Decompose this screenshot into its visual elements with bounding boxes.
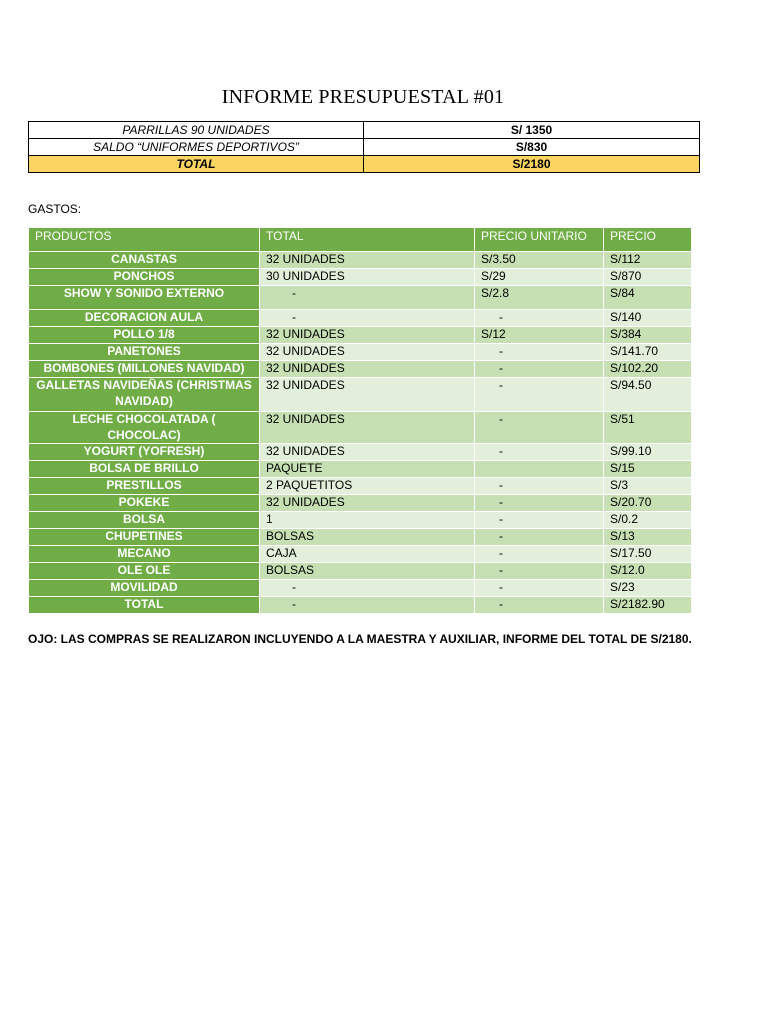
price-cell: S/94.50 — [604, 378, 692, 412]
expense-row — [29, 286, 692, 310]
expense-row — [29, 563, 692, 580]
price-cell: S/0.2 — [604, 512, 692, 529]
unit-price-cell: - — [475, 361, 604, 378]
price-cell: S/13 — [604, 529, 692, 546]
price-cell: S/23 — [604, 580, 692, 597]
unit-price-cell: S/12 — [475, 327, 604, 344]
income-total-value: S/2180 — [364, 156, 700, 173]
income-total-row — [29, 156, 700, 173]
product-cell: LECHE CHOCOLATADA ( CHOCOLAC) — [29, 412, 260, 444]
unit-price-cell: S/3.50 — [475, 252, 604, 269]
income-row — [29, 139, 700, 156]
unit-price-cell: - — [475, 597, 604, 614]
header-precio-unitario: PRECIO UNITARIO — [475, 228, 604, 252]
unit-price-cell: - — [475, 378, 604, 412]
total-cell: 2 PAQUETITOS — [260, 478, 475, 495]
unit-price-cell: - — [475, 563, 604, 580]
product-cell: DECORACION AULA — [29, 310, 260, 327]
total-cell: - — [260, 286, 475, 310]
product-cell: POLLO 1/8 — [29, 327, 260, 344]
product-cell: PONCHOS — [29, 269, 260, 286]
report-title: INFORME PRESUPUESTAL #01 — [221, 86, 505, 108]
price-cell: S/2182.90 — [604, 597, 692, 614]
total-cell: 30 UNIDADES — [260, 269, 475, 286]
unit-price-cell: - — [475, 495, 604, 512]
expense-row — [29, 495, 692, 512]
product-cell: PRESTILLOS — [29, 478, 260, 495]
income-value: S/ 1350 — [364, 122, 700, 139]
header-precio: PRECIO — [604, 228, 692, 252]
unit-price-cell: S/29 — [475, 269, 604, 286]
total-cell: 32 UNIDADES — [260, 412, 475, 444]
expense-row — [29, 478, 692, 495]
price-cell: S/102.20 — [604, 361, 692, 378]
unit-price-cell: - — [475, 478, 604, 495]
price-cell: S/140 — [604, 310, 692, 327]
price-cell: S/141.70 — [604, 344, 692, 361]
expenses-header-row — [29, 228, 692, 252]
unit-price-cell: - — [475, 310, 604, 327]
unit-price-cell: - — [475, 529, 604, 546]
expense-row — [29, 327, 692, 344]
expense-row — [29, 546, 692, 563]
expense-row — [29, 361, 692, 378]
product-cell: BOLSA — [29, 512, 260, 529]
product-cell: CHUPETINES — [29, 529, 260, 546]
product-cell: GALLETAS NAVIDEÑAS (CHRISTMAS NAVIDAD) — [29, 378, 260, 412]
product-cell: SHOW Y SONIDO EXTERNO — [29, 286, 260, 310]
total-cell: 32 UNIDADES — [260, 378, 475, 412]
header-productos: PRODUCTOS — [29, 228, 260, 252]
expense-row — [29, 378, 692, 412]
expense-row — [29, 252, 692, 269]
unit-price-cell: - — [475, 344, 604, 361]
price-cell: S/112 — [604, 252, 692, 269]
total-cell: 1 — [260, 512, 475, 529]
price-cell: S/384 — [604, 327, 692, 344]
expenses-table — [28, 227, 692, 614]
price-cell: S/20.70 — [604, 495, 692, 512]
expense-row — [29, 310, 692, 327]
unit-price-cell: - — [475, 412, 604, 444]
total-cell: 32 UNIDADES — [260, 444, 475, 461]
total-cell: 32 UNIDADES — [260, 361, 475, 378]
product-cell: POKEKE — [29, 495, 260, 512]
product-cell: YOGURT (YOFRESH) — [29, 444, 260, 461]
income-total-label: TOTAL — [29, 156, 364, 173]
total-cell: 32 UNIDADES — [260, 344, 475, 361]
income-row — [29, 122, 700, 139]
total-cell: - — [260, 310, 475, 327]
price-cell: S/12.0 — [604, 563, 692, 580]
price-cell: S/17.50 — [604, 546, 692, 563]
expense-row — [29, 412, 692, 444]
product-cell: PANETONES — [29, 344, 260, 361]
income-label: PARRILLAS 90 UNIDADES — [29, 122, 364, 139]
price-cell: S/3 — [604, 478, 692, 495]
expenses-body — [29, 252, 692, 614]
expense-row — [29, 580, 692, 597]
income-label: SALDO “UNIFORMES DEPORTIVOS” — [29, 139, 364, 156]
total-cell: 32 UNIDADES — [260, 327, 475, 344]
total-cell: - — [260, 580, 475, 597]
price-cell: S/99.10 — [604, 444, 692, 461]
income-value: S/830 — [364, 139, 700, 156]
unit-price-cell: - — [475, 580, 604, 597]
product-cell: BOMBONES (MILLONES NAVIDAD) — [29, 361, 260, 378]
income-table — [28, 121, 700, 173]
total-cell: BOLSAS — [260, 529, 475, 546]
unit-price-cell: - — [475, 444, 604, 461]
price-cell: S/870 — [604, 269, 692, 286]
price-cell: S/51 — [604, 412, 692, 444]
product-cell: OLE OLE — [29, 563, 260, 580]
expense-row — [29, 597, 692, 614]
product-cell: MOVILIDAD — [29, 580, 260, 597]
header-total: TOTAL — [260, 228, 475, 252]
unit-price-cell: - — [475, 512, 604, 529]
total-cell: CAJA — [260, 546, 475, 563]
note-text: OJO: LAS COMPRAS SE REALIZARON INCLUYENDO A LA MAESTRA Y AUXILIAR, INFORME DEL TOTAL DE S/2180. — [28, 632, 692, 646]
product-cell: MECANO — [29, 546, 260, 563]
unit-price-cell: - — [475, 546, 604, 563]
total-cell: 32 UNIDADES — [260, 495, 475, 512]
product-cell: TOTAL — [29, 597, 260, 614]
unit-price-cell — [475, 461, 604, 478]
expense-row — [29, 512, 692, 529]
expense-row — [29, 529, 692, 546]
expense-row — [29, 444, 692, 461]
expense-row — [29, 344, 692, 361]
price-cell: S/15 — [604, 461, 692, 478]
gastos-label: GASTOS: — [28, 202, 82, 216]
total-cell: BOLSAS — [260, 563, 475, 580]
total-cell: 32 UNIDADES — [260, 252, 475, 269]
product-cell: BOLSA DE BRILLO — [29, 461, 260, 478]
unit-price-cell: S/2.8 — [475, 286, 604, 310]
total-cell: - — [260, 597, 475, 614]
product-cell: CANASTAS — [29, 252, 260, 269]
price-cell: S/84 — [604, 286, 692, 310]
expense-row — [29, 269, 692, 286]
total-cell: PAQUETE — [260, 461, 475, 478]
expense-row — [29, 461, 692, 478]
